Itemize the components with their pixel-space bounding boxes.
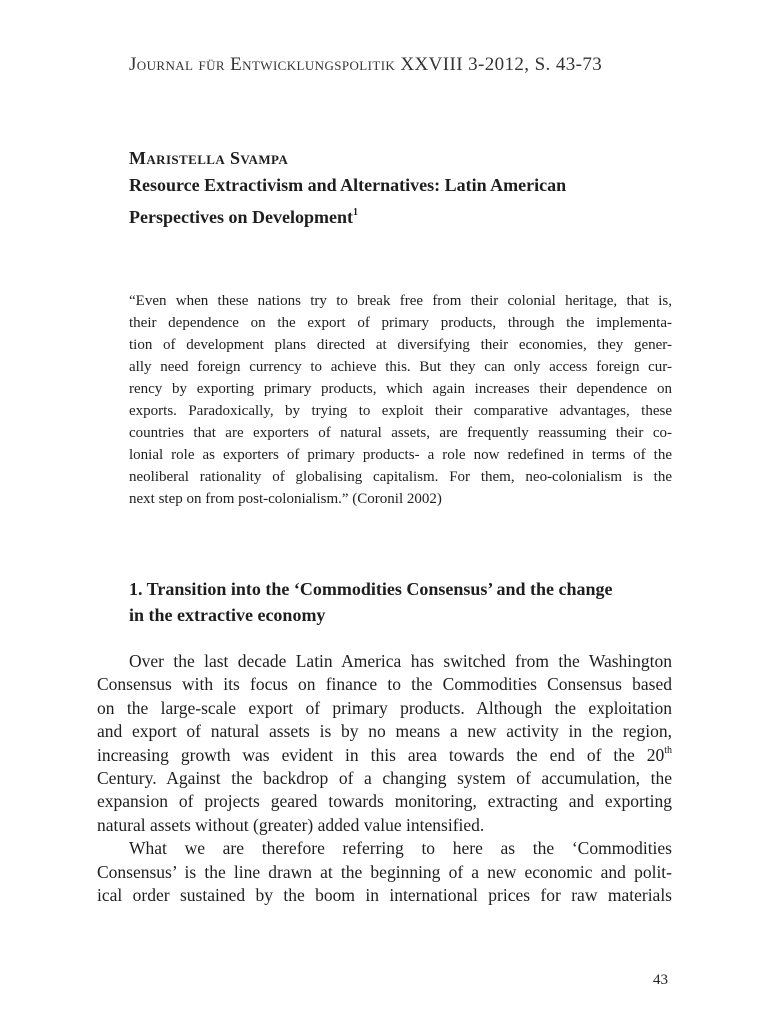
body-line: and export of natural assets is by no means a new activity in the region,: [97, 721, 672, 742]
body-line: Consensus’ is the line drawn at the beginning of a new economic and polit-: [97, 861, 672, 882]
body-line: on the large-scale export of primary products. Although the exploitation: [97, 697, 672, 718]
epigraph-line: exports. Paradoxically, by trying to exploit their comparative advantages, these: [129, 403, 672, 419]
section-heading-line-2: in the extractive economy: [129, 605, 326, 625]
body-line: Consensus with its focus on finance to the Commodities Consensus based: [97, 674, 672, 695]
epigraph-line: countries that are exporters of natural assets, are frequently reassuming their co-: [129, 425, 672, 441]
epigraph-line: lonial role as exporters of primary products- a role now redefined in terms of the: [129, 447, 672, 463]
body-line: What we are therefore referring to here as the ‘Commodities: [129, 838, 672, 859]
article-author: Maristella Svampa: [129, 148, 289, 168]
body-line: expansion of projects geared towards monitoring, extracting and exporting: [97, 791, 672, 812]
section-heading-line-1: 1. Transition into the ‘Commodities Consensus’ and the change: [129, 579, 613, 599]
section-heading: [129, 576, 689, 628]
epigraph-line: next step on from post-colonialism.” (Coronil 2002): [129, 491, 442, 507]
epigraph-line: “Even when these nations try to break free from their colonial heritage, that is,: [129, 293, 672, 309]
body-line: ical order sustained by the boom in international prices for raw materials: [97, 884, 672, 905]
body-line: Over the last decade Latin America has switched from the Washington: [129, 651, 672, 671]
body-line: Century. Against the backdrop of a changing system of accumulation, the: [97, 767, 672, 788]
page-number: 43: [653, 972, 668, 988]
epigraph-line: ally need foreign currency to achieve this. But they can only access foreign cur-: [129, 359, 672, 375]
footnote-ref[interactable]: 1: [352, 207, 358, 218]
article-title: [129, 171, 689, 231]
running-header: Journal für Entwicklungspolitik XXVIII 3-2012, S. 43-73: [129, 54, 603, 75]
epigraph-line: tion of development plans directed at diversifying their economies, they gener-: [129, 337, 672, 353]
title-line-2-text: Perspectives on Development: [129, 207, 353, 227]
title-line-1: Resource Extractivism and Alternatives: Latin American: [129, 175, 567, 195]
epigraph-line: their dependence on the export of primary products, through the implementa-: [129, 315, 672, 331]
body-line: [97, 744, 672, 767]
title-line-2: [129, 199, 689, 231]
epigraph-quote: [129, 290, 672, 510]
body-line-text: increasing growth was evident in this area towards the end of the 20: [97, 744, 665, 765]
superscript: th: [664, 744, 672, 756]
body-text: [97, 650, 672, 907]
epigraph-line: rency by exporting primary products, which again increases their dependence on: [129, 381, 672, 397]
epigraph-line: neoliberal rationality of globalising capitalism. For them, neo-colonialism is the: [129, 469, 672, 485]
body-line: natural assets without (greater) added value intensified.: [97, 814, 485, 835]
